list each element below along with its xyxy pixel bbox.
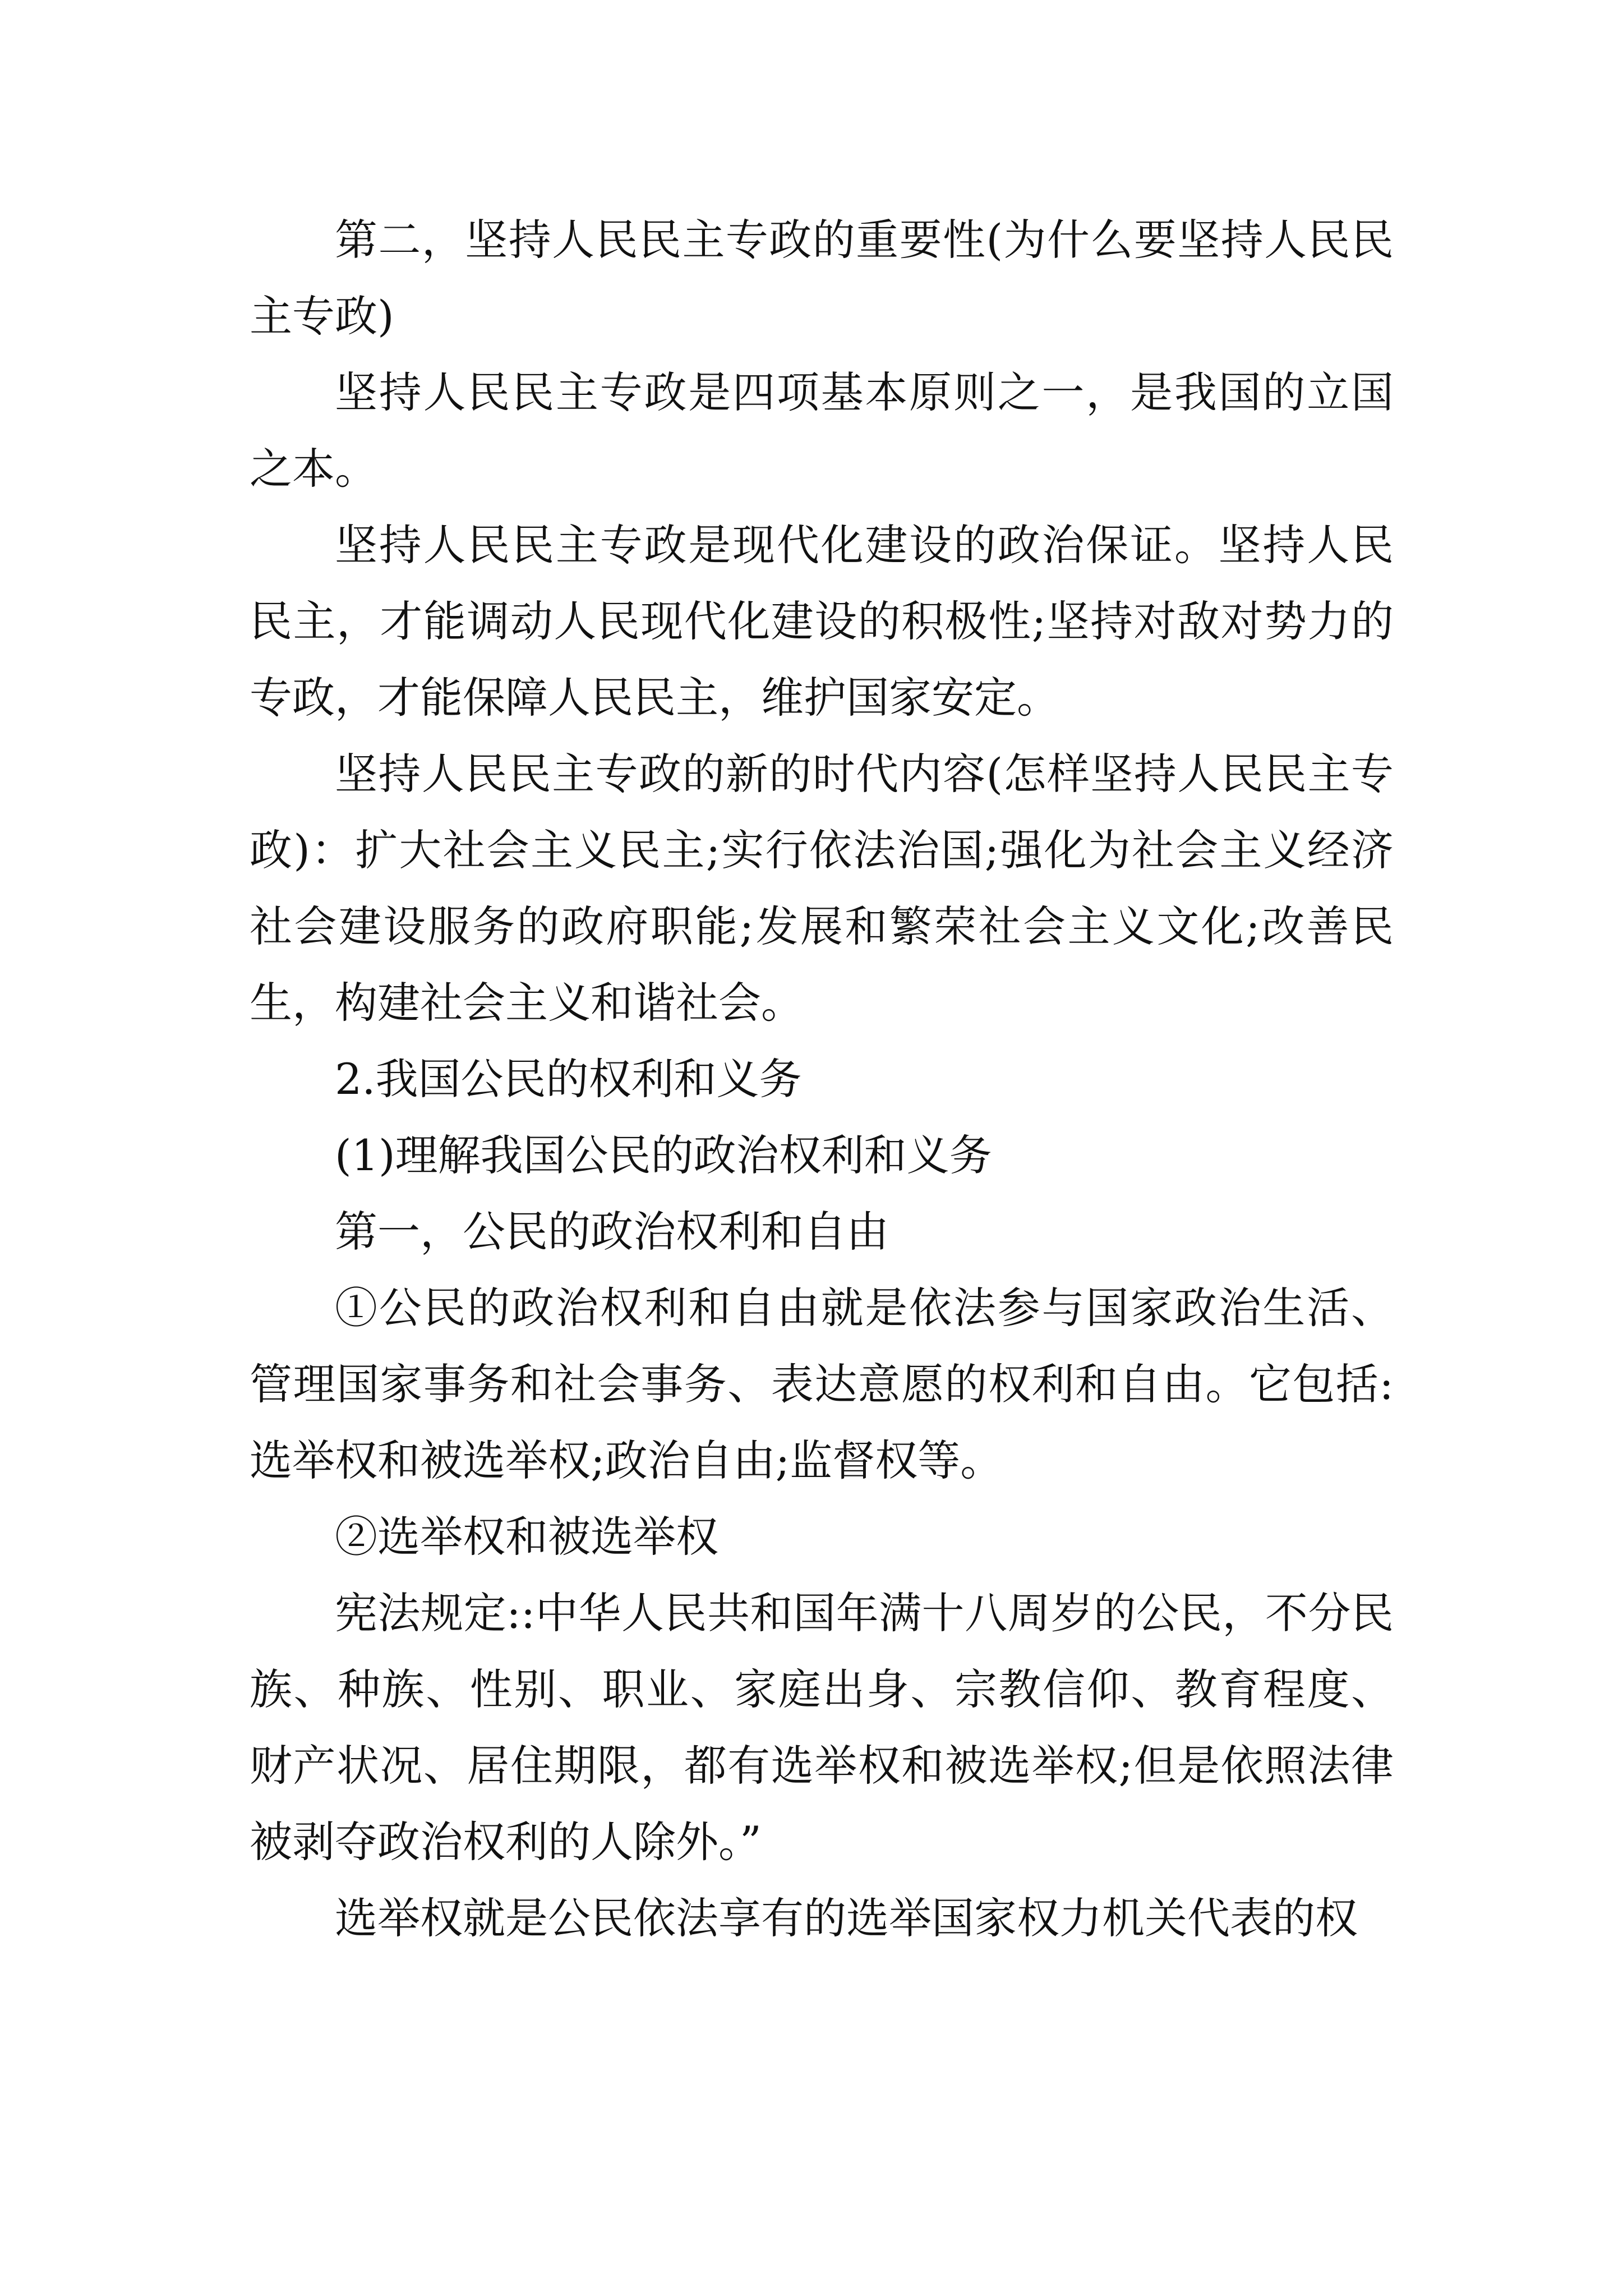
section-heading-rights-duties: 2.我国公民的权利和义务 bbox=[335, 1054, 802, 1104]
paragraph-election-heading: ②选举权和被选举权 bbox=[335, 1512, 718, 1562]
subsection-heading-political-rights: (1)理解我国公民的政治权利和义务 bbox=[335, 1130, 992, 1180]
document-page bbox=[250, 202, 1394, 1957]
paragraph-importance-heading: 第二，坚持人民民主专政的重要性(为什么要坚持人民民主专政) bbox=[250, 215, 1394, 341]
paragraph-new-era-content: 坚持人民民主专政的新的时代内容(怎样坚持人民民主专政)：扩大社会主义民主;实行依法治国;强化为社会主义经济社会建设服务的政府职能;发展和繁荣社会主义文化;改善民生，构建社会主义和谐社会。 bbox=[250, 749, 1394, 1028]
paragraph-political-rights-freedom: 第一，公民的政治权利和自由 bbox=[335, 1207, 889, 1257]
paragraph-founding-principle: 坚持人民民主专政是四项基本原则之一，是我国的立国之本。 bbox=[250, 367, 1394, 494]
paragraph-constitution-provision: 宪法规定::中华人民共和国年满十八周岁的公民，不分民族、种族、性别、职业、家庭出身、宗教信仰、教育程度、财产状况、居住期限，都有选举权和被选举权;但是依照法律被剥夺政治权利的人除外。” bbox=[250, 1588, 1394, 1867]
paragraph-rights-definition: ①公民的政治权利和自由就是依法参与国家政治生活、管理国家事务和社会事务、表达意愿的权利和自由。它包括:选举权和被选举权;政治自由;监督权等。 bbox=[250, 1283, 1394, 1485]
paragraph-political-guarantee: 坚持人民民主专政是现代化建设的政治保证。坚持人民民主，才能调动人民现代化建设的积极性;坚持对敌对势力的专政，才能保障人民民主，维护国家安定。 bbox=[250, 520, 1394, 723]
paragraph-right-to-vote: 选举权就是公民依法享有的选举国家权力机关代表的权 bbox=[335, 1893, 1358, 1943]
